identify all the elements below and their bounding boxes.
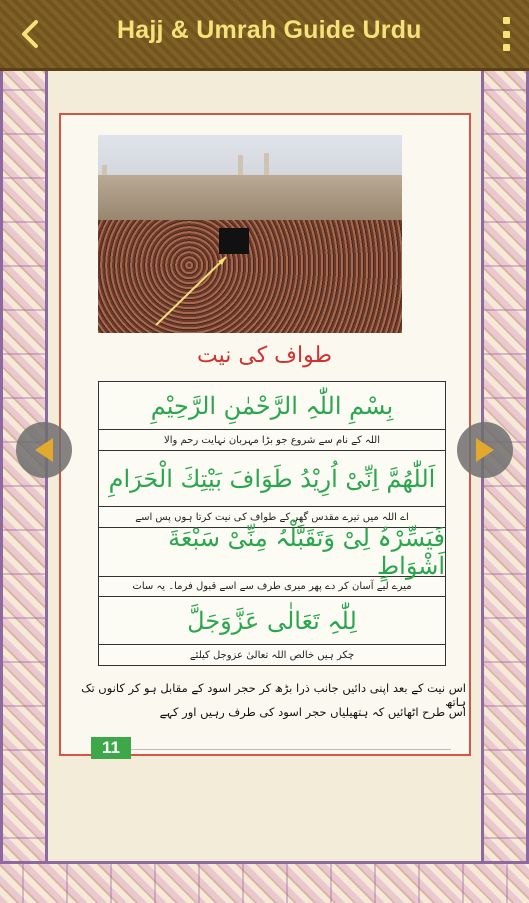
chevron-left-icon bbox=[20, 19, 40, 49]
app-bar bbox=[0, 0, 529, 71]
next-page-button[interactable] bbox=[457, 422, 513, 478]
instruction-line: اس نیت کے بعد اپنی دائیں جانب ذرا بڑھ کر حجر اسود کے مقابل ہو کر کانوں تک ہاتھ bbox=[81, 681, 466, 709]
dua-row-translation: اللہ کے نام سے شروع جو بڑا مہربان نہایت رحم والا bbox=[99, 430, 445, 451]
dua-table bbox=[98, 381, 446, 666]
dua-row-translation: میرے لیے آسان کر دے پھر میری طرف سے اسے قبول فرما۔ یہ سات bbox=[99, 577, 445, 597]
section-heading: طواف کی نیت bbox=[197, 343, 332, 368]
page-divider bbox=[131, 749, 451, 750]
dua-row-arabic: لِلّٰہِ تَعَالٰی عَزَّوَجَلَّ bbox=[99, 597, 445, 645]
previous-page-icon bbox=[33, 436, 55, 464]
decorative-border-bottom bbox=[0, 861, 529, 903]
menu-dot-icon bbox=[503, 44, 510, 51]
dua-row-arabic: بِسْمِ اللّٰہِ الرَّحْمٰنِ الرَّحِیْمِ bbox=[99, 382, 445, 430]
previous-page-button[interactable] bbox=[16, 422, 72, 478]
dua-row-translation: اے اللہ میں تیرے مقدس گھر کے طواف کی نیت کرتا ہوں پس اسے bbox=[99, 507, 445, 528]
overflow-menu-button[interactable] bbox=[499, 17, 513, 51]
dua-row-translation: چکر ہیں خالص اللہ تعالیٰ عزوجل کیلئے bbox=[189, 649, 355, 661]
instruction-line: اس طرح اٹھائیں کہ ہتھیلیاں حجر اسود کی طرف رہیں اور کہے bbox=[159, 705, 466, 719]
page-number: 11 bbox=[91, 737, 131, 759]
dua-row-arabic: اَللّٰھُمَّ اِنِّیْ اُرِیْدُ طَوَافَ بَیْتِكَ الْحَرَامِ bbox=[99, 451, 445, 507]
arrow-pointer bbox=[98, 135, 402, 333]
next-page-icon bbox=[474, 436, 496, 464]
dua-row-arabic: فَیَسِّرْہُ لِیْ وَتَقَبَّلْہُ مِنِّیْ سَبْعَةَ اَشْوَاطٍ bbox=[99, 528, 445, 577]
back-button[interactable] bbox=[12, 12, 48, 56]
menu-dot-icon bbox=[503, 31, 510, 38]
kaaba-photo bbox=[98, 135, 402, 333]
menu-dot-icon bbox=[503, 17, 510, 24]
app-title: Hajj & Umrah Guide Urdu bbox=[117, 16, 422, 44]
